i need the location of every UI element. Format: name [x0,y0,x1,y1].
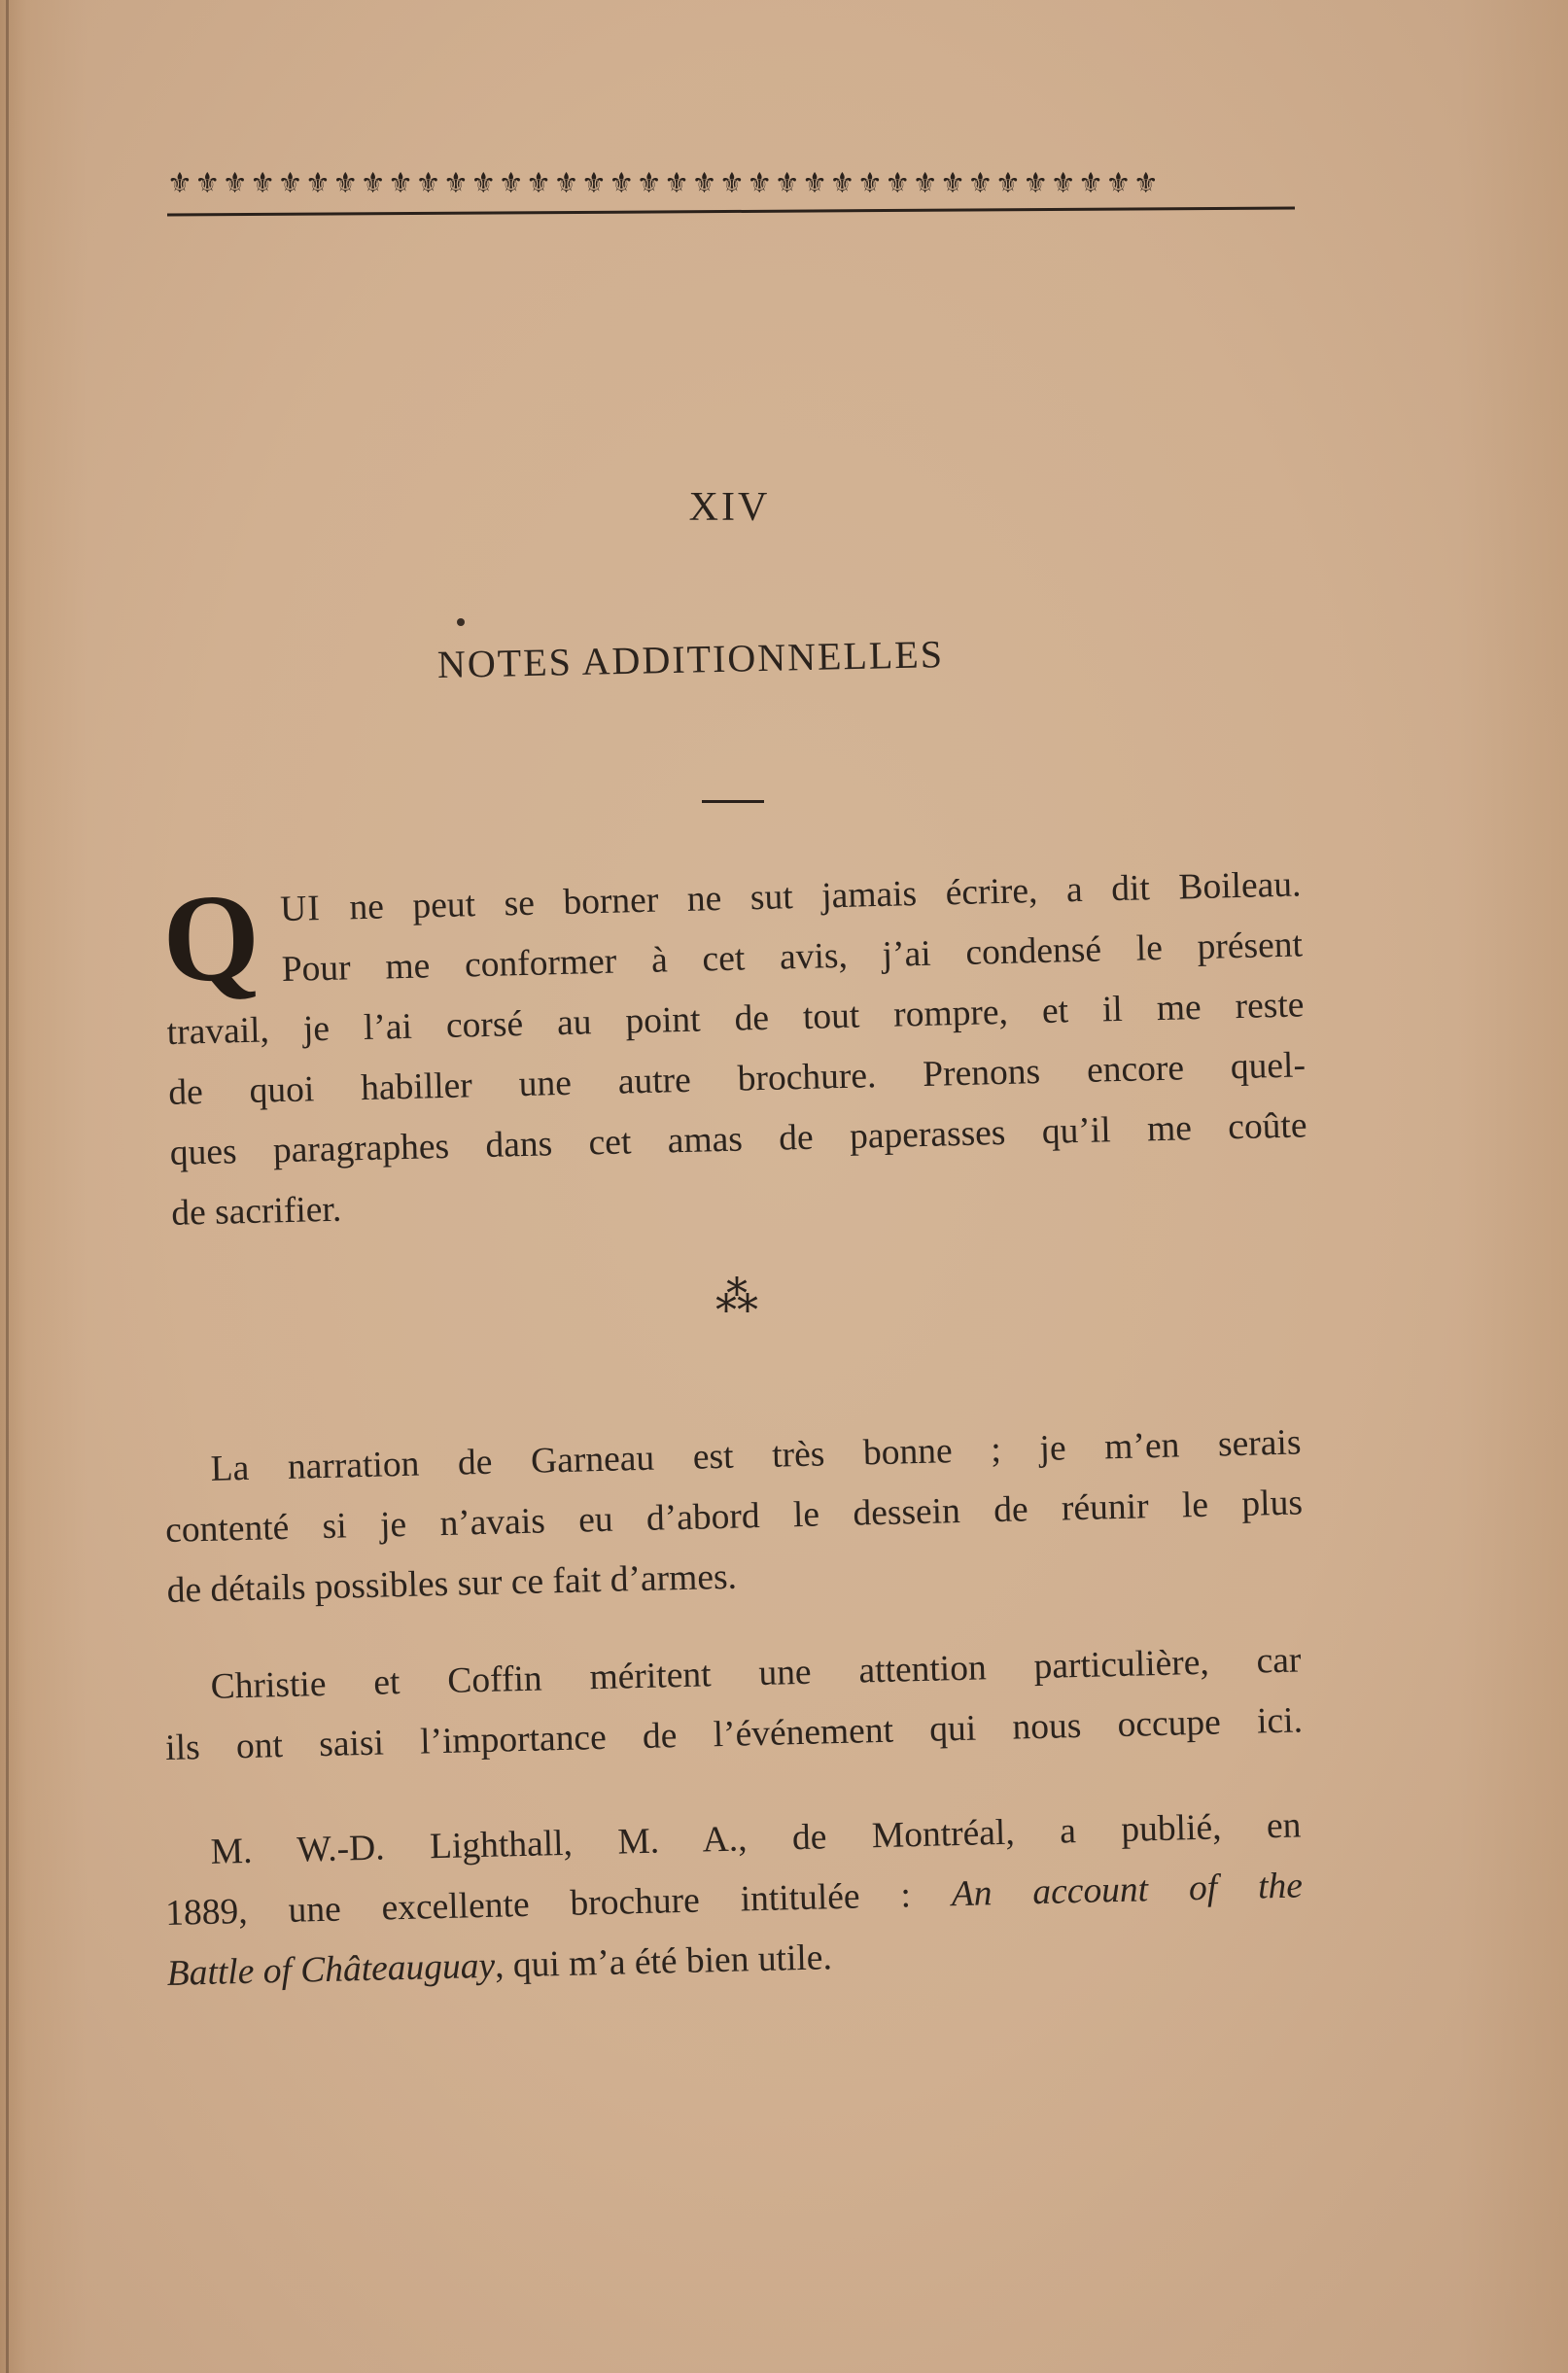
book-title-italic: Battle of Châteauguay [166,1945,496,1994]
paragraph-lighthall [163,1796,1305,2005]
ornament-rule [167,206,1295,216]
paragraph-line: Christie et Coffin méritent une attention particulière, car [210,1640,1302,1707]
line-text: 1889, une excellente brochure intitulée : [164,1874,953,1934]
paragraph-line: de sacrifier. [170,1189,342,1234]
paragraph-christie [163,1630,1304,1779]
page-edge [6,0,9,2373]
paragraph-line: Pour me conformer à cet avis, j’ai condensé le présent [281,925,1304,991]
line-text: ne peut se borner ne sut jamais écrire, a dit Boileau. [320,864,1302,929]
drop-cap: Q [160,867,261,1009]
asterism-icon: ⁂ [715,1274,758,1321]
lead-word: UI [279,889,322,930]
paragraph-line: travail, je l’ai corsé au point de tout rompre, et il me reste [166,985,1305,1053]
paragraph-line: de détails possibles sur ce fait d’armes. [166,1556,738,1611]
paragraph-line: de quoi habiller une autre brochure. Prenons encore quel- [167,1045,1307,1113]
paragraph-line: ques paragraphes dans cet amas de paperasses qu’il me coûte [169,1105,1307,1173]
line-text: , qui m’a été bien utile. [494,1937,833,1986]
ink-speck [457,618,465,626]
paragraph-intro [160,855,1309,1243]
chapter-title: NOTES ADDITIONNELLES [436,632,945,686]
paragraph-line: La narration de Garneau est très bonne ; je m’en serais [210,1422,1302,1489]
paragraph-garneau [163,1413,1305,1622]
paragraph-line: ils ont saisi l’importance de l’événement qui nous occupe ici. [164,1700,1304,1768]
fleur-de-lis-border-icon: ⚜⚜⚜⚜⚜⚜⚜⚜⚜⚜⚜⚜⚜⚜⚜⚜⚜⚜⚜⚜⚜⚜⚜⚜⚜⚜⚜⚜⚜⚜⚜⚜⚜⚜⚜⚜ [167,166,1162,199]
paragraph-line: contenté si je n’avais eu d’abord le dessein de réunir le plus [164,1483,1304,1551]
chapter-number: XIV [688,485,771,530]
book-title-italic: An account of the [951,1866,1304,1915]
title-rule [702,800,764,803]
paragraph-line: M. W.-D. Lighthall, M. A., de Montréal, a publié, en [210,1805,1302,1872]
